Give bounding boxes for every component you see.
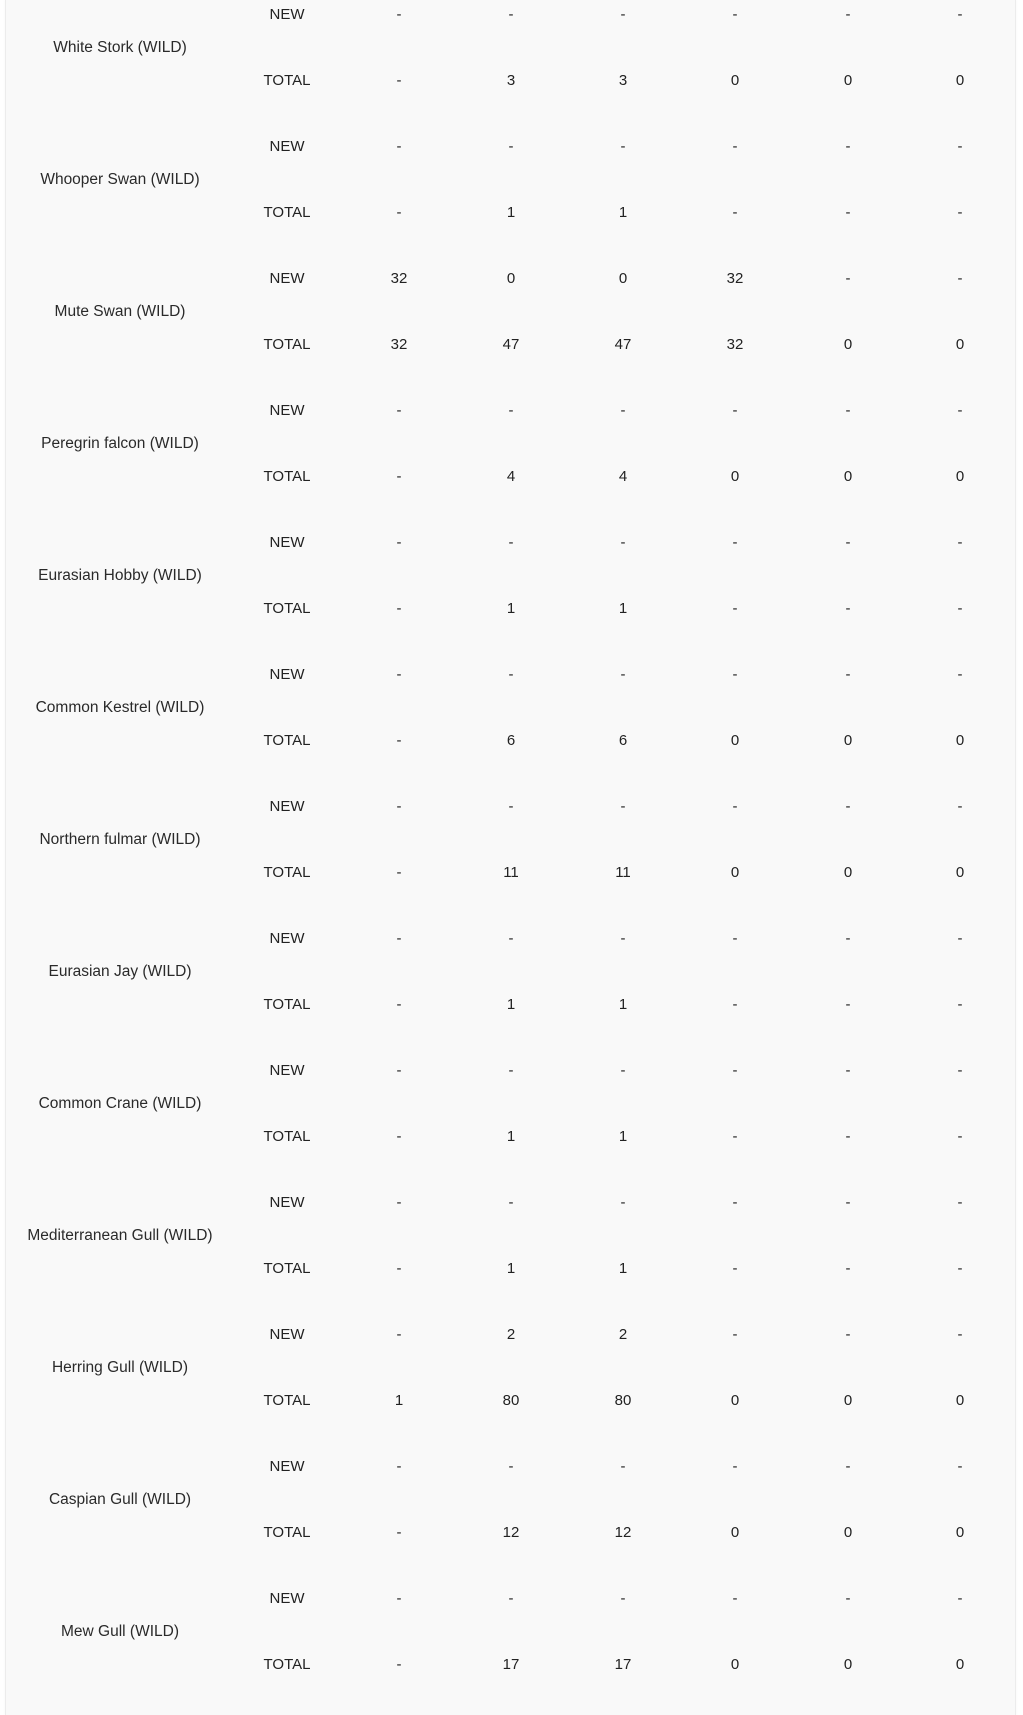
table-cell: 0 <box>730 1524 740 1541</box>
species-name: Caspian Gull (WILD) <box>48 1491 192 1508</box>
row-type-label: NEW <box>269 270 305 287</box>
table-cell: 0 <box>843 732 853 749</box>
table-row-new <box>6 531 1015 555</box>
table-cell: 1 <box>394 1392 404 1409</box>
table-cell: 12 <box>502 1524 520 1541</box>
table-cell: 47 <box>502 336 520 353</box>
table-cell: 0 <box>730 1392 740 1409</box>
table-cell: 0 <box>843 1656 853 1673</box>
table-cell: 1 <box>618 1128 628 1145</box>
species-name: Common Crane (WILD) <box>38 1095 202 1112</box>
table-cell: - <box>957 6 963 23</box>
row-type-label: TOTAL <box>263 732 311 749</box>
species-block-common-kestrel <box>6 651 1015 783</box>
table-cell: - <box>845 1260 851 1277</box>
table-cell: - <box>845 1326 851 1343</box>
table-cell: 80 <box>614 1392 632 1409</box>
table-cell: - <box>845 204 851 221</box>
table-row-new <box>6 135 1015 159</box>
table-cell: 4 <box>618 468 628 485</box>
table-row-total <box>6 1389 1015 1413</box>
table-cell: - <box>396 666 402 683</box>
table-cell: - <box>508 1194 514 1211</box>
row-type-label: TOTAL <box>263 1392 311 1409</box>
table-cell: - <box>957 1128 963 1145</box>
table-cell: 0 <box>730 1656 740 1673</box>
table-cell: - <box>957 1194 963 1211</box>
row-type-label: TOTAL <box>263 468 311 485</box>
species-block-northern-fulmar <box>6 783 1015 915</box>
table-cell: - <box>620 1458 626 1475</box>
table-cell: 0 <box>843 336 853 353</box>
table-cell: 0 <box>955 1524 965 1541</box>
row-type-label: NEW <box>269 1590 305 1607</box>
table-cell: 0 <box>843 72 853 89</box>
table-cell: - <box>845 798 851 815</box>
row-type-label: NEW <box>269 1458 305 1475</box>
table-cell: - <box>732 6 738 23</box>
table-cell: 0 <box>843 1524 853 1541</box>
table-cell: - <box>845 930 851 947</box>
table-cell: - <box>396 138 402 155</box>
species-block-peregrin-falcon <box>6 387 1015 519</box>
table-row-new <box>6 399 1015 423</box>
table-row-total <box>6 597 1015 621</box>
row-type-label: NEW <box>269 666 305 683</box>
row-type-label: TOTAL <box>263 864 311 881</box>
table-cell: - <box>957 402 963 419</box>
row-type-label: NEW <box>269 1326 305 1343</box>
table-cell: 3 <box>506 72 516 89</box>
table-cell: - <box>396 1326 402 1343</box>
table-row-total <box>6 729 1015 753</box>
table-row-total <box>6 1125 1015 1149</box>
species-name: Common Kestrel (WILD) <box>35 699 205 716</box>
table-cell: 12 <box>614 1524 632 1541</box>
table-cell: 0 <box>955 72 965 89</box>
table-cell: 32 <box>390 336 408 353</box>
table-row-new <box>6 795 1015 819</box>
species-name: Eurasian Hobby (WILD) <box>38 567 202 584</box>
table-cell: 0 <box>955 864 965 881</box>
row-type-label: TOTAL <box>263 336 311 353</box>
table-cell: - <box>732 996 738 1013</box>
table-row-new <box>6 927 1015 951</box>
table-cell: 0 <box>730 864 740 881</box>
table-cell: - <box>957 1590 963 1607</box>
table-cell: - <box>732 1590 738 1607</box>
table-cell: - <box>845 1458 851 1475</box>
table-cell: - <box>508 1062 514 1079</box>
table-cell: - <box>620 666 626 683</box>
table-cell: - <box>957 1260 963 1277</box>
table-cell: - <box>620 1590 626 1607</box>
table-cell: - <box>732 1458 738 1475</box>
table-cell: 32 <box>726 270 744 287</box>
table-cell: 0 <box>955 468 965 485</box>
species-block-common-crane <box>6 1047 1015 1179</box>
table-cell: - <box>845 1062 851 1079</box>
table-cell: 0 <box>730 468 740 485</box>
table-cell: 1 <box>618 204 628 221</box>
table-row-total <box>6 861 1015 885</box>
table-cell: - <box>957 600 963 617</box>
row-type-label: TOTAL <box>263 1656 311 1673</box>
table-cell: 0 <box>843 1392 853 1409</box>
table-row-total <box>6 201 1015 225</box>
table-row-total <box>6 69 1015 93</box>
row-type-label: NEW <box>269 534 305 551</box>
table-cell: - <box>845 996 851 1013</box>
table-cell: - <box>957 798 963 815</box>
table-cell: 1 <box>506 1128 516 1145</box>
table-cell: 1 <box>506 996 516 1013</box>
table-cell: - <box>845 534 851 551</box>
table-cell: - <box>732 402 738 419</box>
table-cell: - <box>508 6 514 23</box>
table-cell: - <box>732 1062 738 1079</box>
table-cell: 1 <box>618 600 628 617</box>
table-cell: 6 <box>618 732 628 749</box>
table-cell: 0 <box>955 1392 965 1409</box>
table-cell: 80 <box>502 1392 520 1409</box>
table-cell: - <box>396 996 402 1013</box>
table-cell: - <box>396 1194 402 1211</box>
table-cell: - <box>845 1128 851 1145</box>
table-cell: - <box>396 1128 402 1145</box>
row-type-label: NEW <box>269 6 305 23</box>
table-row-total <box>6 333 1015 357</box>
table-cell: - <box>508 1590 514 1607</box>
table-cell: - <box>508 534 514 551</box>
table-cell: - <box>508 930 514 947</box>
row-type-label: NEW <box>269 1194 305 1211</box>
table-row-new <box>6 1455 1015 1479</box>
table-cell: 2 <box>618 1326 628 1343</box>
table-cell: - <box>732 798 738 815</box>
table-cell: - <box>396 1524 402 1541</box>
table-cell: 0 <box>618 270 628 287</box>
table-cell: - <box>845 6 851 23</box>
table-row-new <box>6 3 1015 27</box>
table-cell: - <box>396 1590 402 1607</box>
table-cell: - <box>957 138 963 155</box>
table-cell: - <box>957 930 963 947</box>
species-name: Eurasian Jay (WILD) <box>48 963 192 980</box>
table-cell: - <box>396 930 402 947</box>
table-cell: - <box>957 1458 963 1475</box>
table-cell: - <box>396 1458 402 1475</box>
table-cell: 0 <box>955 336 965 353</box>
table-cell: - <box>957 1062 963 1079</box>
table-cell: 11 <box>503 864 519 881</box>
table-row-new <box>6 663 1015 687</box>
table-cell: - <box>957 270 963 287</box>
species-block-eurasian-jay <box>6 915 1015 1047</box>
species-block-mediterranean-gull <box>6 1179 1015 1311</box>
table-cell: - <box>620 1194 626 1211</box>
species-name: Northern fulmar (WILD) <box>39 831 201 848</box>
table-cell: - <box>620 534 626 551</box>
species-name: Mew Gull (WILD) <box>61 1623 179 1640</box>
species-block-mute-swan <box>6 255 1015 387</box>
table-cell: - <box>732 666 738 683</box>
table-cell: - <box>732 138 738 155</box>
table-cell: 1 <box>506 1260 516 1277</box>
table-cell: - <box>396 6 402 23</box>
species-block-herring-gull <box>6 1311 1015 1443</box>
table-cell: - <box>396 72 402 89</box>
table-cell: - <box>957 204 963 221</box>
table-cell: - <box>620 798 626 815</box>
table-cell: - <box>620 402 626 419</box>
row-type-label: TOTAL <box>263 1524 311 1541</box>
table-cell: 1 <box>618 1260 628 1277</box>
table-cell: - <box>396 864 402 881</box>
table-cell: - <box>396 600 402 617</box>
row-type-label: TOTAL <box>263 600 311 617</box>
table-cell: 0 <box>730 732 740 749</box>
outbreak-species-table <box>5 0 1016 1715</box>
row-type-label: TOTAL <box>263 1260 311 1277</box>
species-block-mew-gull <box>6 1575 1015 1707</box>
table-cell: - <box>508 798 514 815</box>
table-cell: - <box>508 402 514 419</box>
table-row-total <box>6 1521 1015 1545</box>
table-cell: 0 <box>955 1656 965 1673</box>
table-cell: - <box>620 138 626 155</box>
table-cell: 32 <box>726 336 744 353</box>
table-cell: - <box>845 1590 851 1607</box>
species-name: Peregrin falcon (WILD) <box>41 435 199 452</box>
table-cell: - <box>732 1128 738 1145</box>
species-block-white-stork <box>6 0 1015 123</box>
table-cell: - <box>620 930 626 947</box>
table-cell: - <box>396 1656 402 1673</box>
table-cell: - <box>732 1260 738 1277</box>
table-cell: - <box>732 1326 738 1343</box>
species-name: Mediterranean Gull (WILD) <box>27 1227 213 1244</box>
species-name: Whooper Swan (WILD) <box>40 171 200 188</box>
table-cell: - <box>732 930 738 947</box>
table-cell: 47 <box>614 336 632 353</box>
table-cell: - <box>732 1194 738 1211</box>
table-cell: - <box>957 996 963 1013</box>
table-cell: 2 <box>506 1326 516 1343</box>
table-cell: 3 <box>618 72 628 89</box>
table-cell: - <box>845 666 851 683</box>
table-cell: - <box>396 732 402 749</box>
table-cell: - <box>957 1326 963 1343</box>
table-cell: 0 <box>955 732 965 749</box>
table-row-new <box>6 1587 1015 1611</box>
species-name: Mute Swan (WILD) <box>54 303 186 320</box>
row-type-label: NEW <box>269 1062 305 1079</box>
table-row-new <box>6 267 1015 291</box>
table-cell: - <box>620 1062 626 1079</box>
table-row-new <box>6 1059 1015 1083</box>
table-cell: - <box>957 666 963 683</box>
row-type-label: NEW <box>269 138 305 155</box>
table-cell: 0 <box>730 72 740 89</box>
row-type-label: TOTAL <box>263 996 311 1013</box>
table-cell: 1 <box>506 204 516 221</box>
table-row-total <box>6 465 1015 489</box>
table-cell: - <box>845 1194 851 1211</box>
table-cell: 0 <box>843 864 853 881</box>
table-cell: - <box>508 138 514 155</box>
table-cell: - <box>508 666 514 683</box>
table-cell: 11 <box>615 864 631 881</box>
table-cell: 17 <box>614 1656 632 1673</box>
table-cell: - <box>957 534 963 551</box>
table-cell: - <box>396 798 402 815</box>
table-cell: 0 <box>843 468 853 485</box>
table-row-total <box>6 1653 1015 1677</box>
table-cell: - <box>396 534 402 551</box>
row-type-label: NEW <box>269 798 305 815</box>
table-row-new <box>6 1191 1015 1215</box>
table-cell: - <box>732 534 738 551</box>
table-cell: - <box>845 600 851 617</box>
table-cell: - <box>396 402 402 419</box>
table-row-new <box>6 1323 1015 1347</box>
row-type-label: NEW <box>269 402 305 419</box>
table-cell: - <box>396 468 402 485</box>
row-type-label: TOTAL <box>263 204 311 221</box>
row-type-label: NEW <box>269 930 305 947</box>
table-cell: 17 <box>502 1656 520 1673</box>
species-block-caspian-gull <box>6 1443 1015 1575</box>
table-cell: - <box>845 402 851 419</box>
row-type-label: TOTAL <box>263 72 311 89</box>
row-type-label: TOTAL <box>263 1128 311 1145</box>
table-cell: 32 <box>390 270 408 287</box>
table-cell: - <box>845 270 851 287</box>
species-name: White Stork (WILD) <box>53 39 187 56</box>
table-cell: - <box>620 6 626 23</box>
table-cell: 1 <box>506 600 516 617</box>
species-name: Herring Gull (WILD) <box>51 1359 189 1376</box>
table-row-total <box>6 1257 1015 1281</box>
species-block-eurasian-hobby <box>6 519 1015 651</box>
species-block-whooper-swan <box>6 123 1015 255</box>
table-cell: - <box>732 600 738 617</box>
table-cell: 4 <box>506 468 516 485</box>
table-cell: 6 <box>506 732 516 749</box>
table-cell: - <box>508 1458 514 1475</box>
table-cell: - <box>396 1062 402 1079</box>
table-cell: - <box>732 204 738 221</box>
table-cell: - <box>396 1260 402 1277</box>
table-cell: 0 <box>506 270 516 287</box>
table-cell: - <box>396 204 402 221</box>
table-cell: - <box>845 138 851 155</box>
table-row-total <box>6 993 1015 1017</box>
table-cell: 1 <box>618 996 628 1013</box>
